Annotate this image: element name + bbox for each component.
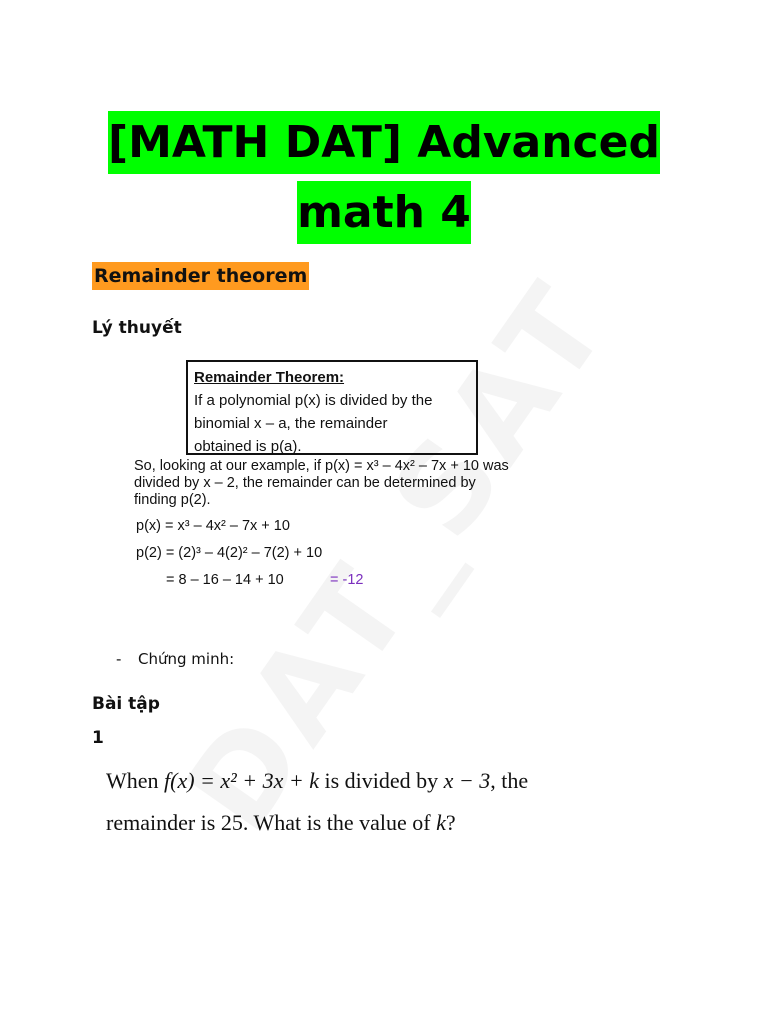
- problem-variable-k: k: [436, 810, 446, 835]
- problem-line-1: [106, 760, 626, 802]
- bullet-proof: [116, 650, 234, 668]
- theorem-box: [186, 360, 478, 455]
- exercise-number: 1: [92, 728, 104, 748]
- title-line-1: [MATH DAT] Advanced: [108, 111, 660, 174]
- equation-2: p(2) = (2)³ – 4(2)² – 7(2) + 10: [136, 545, 323, 561]
- theorem-line-1: If a polynomial p(x) is divided by the: [194, 392, 433, 409]
- explanation-line-1: So, looking at our example, if p(x) = x³ – 4x² – 7x + 10 was: [134, 458, 509, 474]
- exercise-heading: Bài tập: [92, 694, 160, 714]
- equation-result: = -12: [330, 572, 364, 588]
- section-heading: Remainder theorem: [92, 262, 309, 290]
- theorem-line-3: obtained is p(a).: [194, 438, 302, 455]
- problem-text-when: When: [106, 768, 165, 793]
- bullet-text: Chứng minh:: [138, 650, 235, 668]
- theorem-line-2: binomial x – a, the remainder: [194, 415, 388, 432]
- problem-divisor: x − 3: [443, 768, 491, 793]
- problem-text-divided: is divided by: [319, 768, 444, 793]
- problem-text-remainder: remainder is 25. What is the value of: [106, 810, 437, 835]
- explanation-line-2: divided by x – 2, the remainder can be determined by: [134, 475, 476, 491]
- explanation-line-3: finding p(2).: [134, 492, 211, 508]
- bullet-dash: -: [116, 650, 122, 668]
- page-title: [0, 108, 768, 248]
- problem-statement: [106, 760, 626, 844]
- theorem-title: Remainder Theorem:: [194, 369, 345, 386]
- equation-1: p(x) = x³ – 4x² – 7x + 10: [136, 518, 290, 534]
- problem-function: f(x) = x² + 3x + k: [164, 768, 319, 793]
- equation-3: = 8 – 16 – 14 + 10: [166, 572, 284, 588]
- theory-heading: Lý thuyết: [92, 318, 182, 338]
- problem-question-mark: ?: [445, 810, 456, 835]
- explanation: [134, 458, 564, 509]
- problem-line-2: [106, 802, 626, 844]
- title-line-2: math 4: [297, 181, 471, 244]
- problem-text-the: , the: [490, 768, 529, 793]
